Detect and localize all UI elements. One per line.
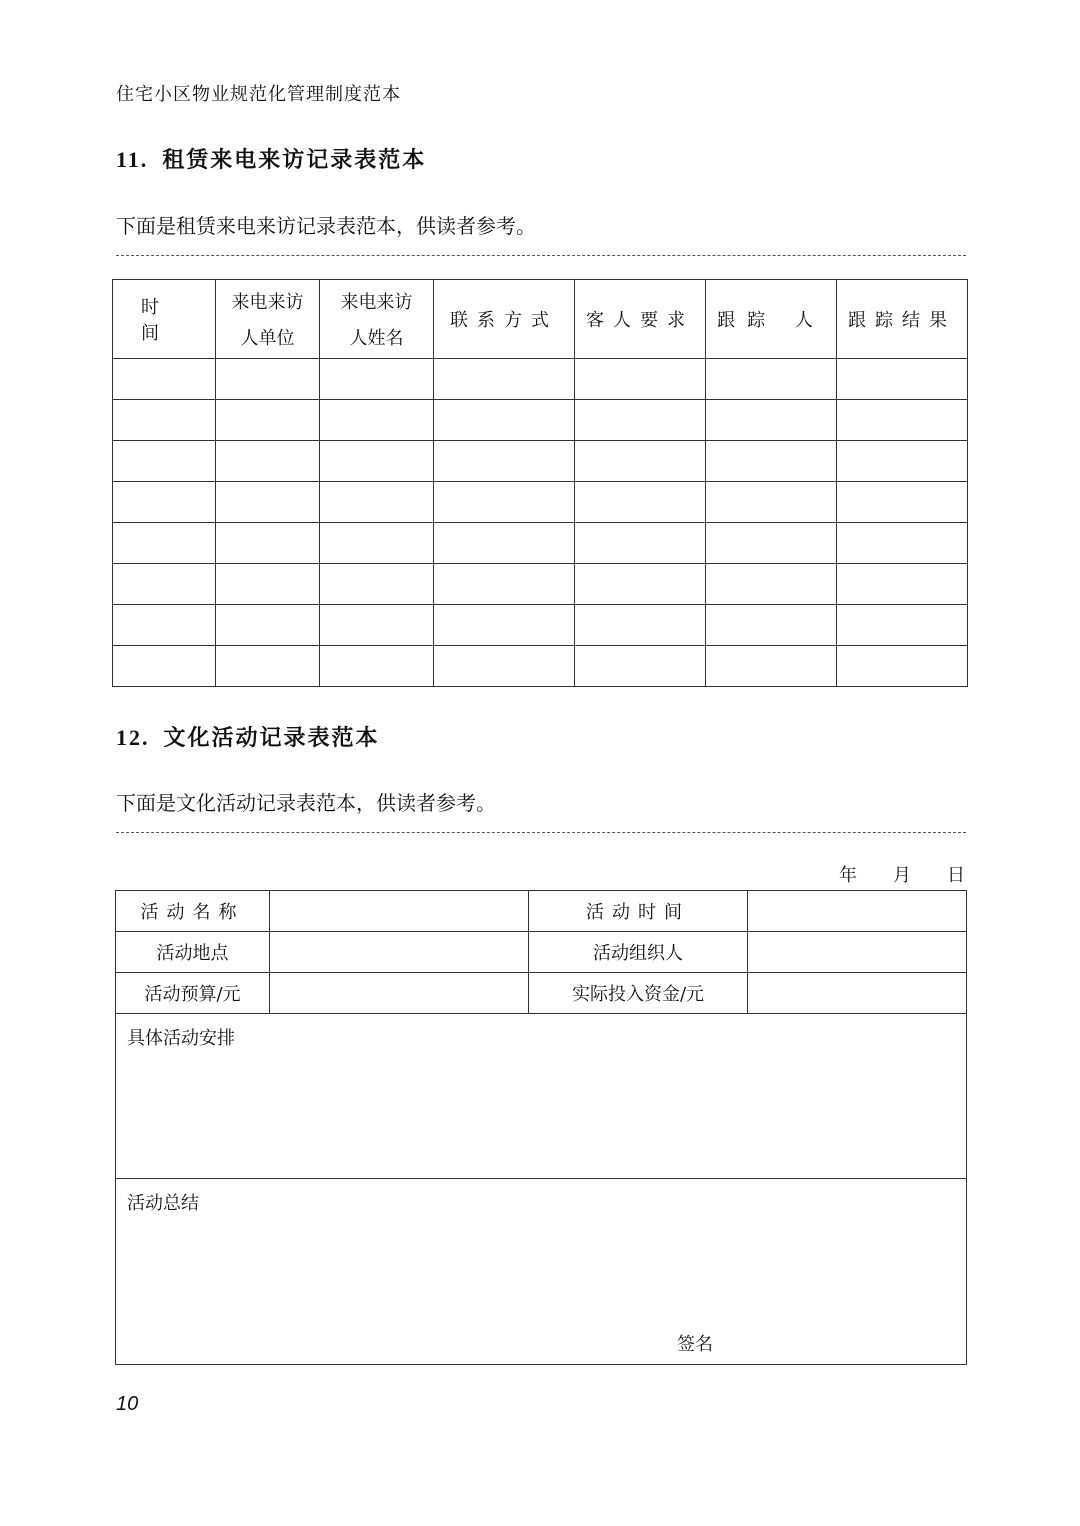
- table-cell: [575, 605, 706, 646]
- table-cell: [216, 605, 320, 646]
- table-cell: [113, 564, 216, 605]
- month-label: 月: [893, 865, 911, 886]
- table-cell: [837, 564, 968, 605]
- rental-call-visit-table: [112, 279, 968, 687]
- table-cell: [434, 564, 575, 605]
- table-cell: [113, 359, 216, 400]
- arrangement-label: 具体活动安排: [127, 1028, 235, 1049]
- header-caller-name: 来电来访 人姓名: [320, 280, 434, 359]
- section-12-title: [116, 721, 380, 752]
- table-cell: [113, 523, 216, 564]
- dashed-divider: [116, 832, 966, 833]
- table-cell: [113, 646, 216, 687]
- table-cell: [216, 441, 320, 482]
- arrangement-cell: [116, 1014, 967, 1179]
- table-row: [113, 646, 968, 687]
- activity-budget-label: 活动预算/元: [116, 973, 270, 1014]
- table-row: [113, 359, 968, 400]
- table-cell: [837, 400, 968, 441]
- running-header: 住宅小区物业规范化管理制度范本: [116, 84, 401, 105]
- table-cell: [320, 523, 434, 564]
- table-cell: [320, 359, 434, 400]
- section-11-intro: 下面是租赁来电来访记录表范本，供读者参考。: [116, 214, 536, 238]
- date-line: [803, 861, 965, 887]
- activity-time-value: [748, 891, 967, 932]
- activity-organizer-label: 活动组织人: [529, 932, 748, 973]
- header-caller-unit: 来电来访 人单位: [216, 280, 320, 359]
- table-cell: [837, 441, 968, 482]
- table-cell: [837, 646, 968, 687]
- cultural-activity-table: [115, 890, 967, 1365]
- table-cell: [113, 605, 216, 646]
- table-row: [113, 564, 968, 605]
- summary-cell: [116, 1179, 967, 1365]
- table-cell: [434, 523, 575, 564]
- header-guest-request: 客人要求: [575, 280, 706, 359]
- table-cell: [706, 482, 837, 523]
- summary-label: 活动总结: [127, 1193, 199, 1214]
- table-cell: [575, 359, 706, 400]
- table-cell: [575, 400, 706, 441]
- table-cell: [216, 482, 320, 523]
- table-row: [116, 932, 967, 973]
- table-row: [113, 400, 968, 441]
- table-row: [113, 482, 968, 523]
- table-row: [113, 523, 968, 564]
- table-header-row: [113, 280, 968, 359]
- table-cell: [575, 441, 706, 482]
- table-row: [116, 1179, 967, 1365]
- table-cell: [706, 605, 837, 646]
- table-cell: [216, 400, 320, 441]
- table-cell: [216, 359, 320, 400]
- table-row: [113, 605, 968, 646]
- header-follower: 跟踪 人: [706, 280, 837, 359]
- table-cell: [320, 564, 434, 605]
- table-row: [113, 441, 968, 482]
- year-label: 年: [839, 865, 857, 886]
- table-cell: [320, 482, 434, 523]
- table-cell: [837, 482, 968, 523]
- activity-budget-value: [270, 973, 529, 1014]
- table-cell: [320, 441, 434, 482]
- activity-location-value: [270, 932, 529, 973]
- table-cell: [320, 400, 434, 441]
- table-row: [116, 1014, 967, 1179]
- table-cell: [216, 646, 320, 687]
- table-cell: [837, 605, 968, 646]
- table-cell: [434, 359, 575, 400]
- section-12-number: 12.: [116, 725, 150, 750]
- table-cell: [113, 441, 216, 482]
- table-cell: [575, 646, 706, 687]
- activity-name-label: 活动名称: [116, 891, 270, 932]
- activity-name-value: [270, 891, 529, 932]
- table-row: [116, 891, 967, 932]
- table-cell: [706, 523, 837, 564]
- header-contact: 联系方式: [434, 280, 575, 359]
- table-cell: [320, 605, 434, 646]
- section-11-number: 11.: [116, 147, 149, 172]
- table-cell: [575, 564, 706, 605]
- table-cell: [216, 564, 320, 605]
- table-cell: [706, 400, 837, 441]
- activity-location-label: 活动地点: [116, 932, 270, 973]
- section-12-intro: 下面是文化活动记录表范本，供读者参考。: [116, 791, 496, 815]
- table-cell: [706, 359, 837, 400]
- actual-funds-value: [748, 973, 967, 1014]
- table-row: [116, 973, 967, 1014]
- header-time: 时 间: [113, 280, 216, 359]
- table-cell: [837, 359, 968, 400]
- table-cell: [575, 523, 706, 564]
- table-cell: [434, 646, 575, 687]
- table-cell: [113, 400, 216, 441]
- table-cell: [434, 605, 575, 646]
- table-cell: [320, 646, 434, 687]
- table-cell: [434, 482, 575, 523]
- table-cell: [837, 523, 968, 564]
- table-cell: [434, 400, 575, 441]
- activity-time-label: 活动时间: [529, 891, 748, 932]
- table-cell: [706, 441, 837, 482]
- table-cell: [434, 441, 575, 482]
- activity-organizer-value: [748, 932, 967, 973]
- section-11-title-text: 租赁来电来访记录表范本: [162, 147, 427, 173]
- page-number: 10: [116, 1393, 139, 1415]
- table-cell: [706, 646, 837, 687]
- table-cell: [575, 482, 706, 523]
- section-12-title-text: 文化活动记录表范本: [163, 725, 380, 751]
- day-label: 日: [947, 865, 965, 886]
- table-cell: [216, 523, 320, 564]
- section-11-title: [116, 143, 426, 174]
- signature-label: 签名: [677, 1334, 713, 1355]
- header-follow-result: 跟踪结果: [837, 280, 968, 359]
- table-cell: [706, 564, 837, 605]
- dashed-divider: [116, 255, 966, 256]
- actual-funds-label: 实际投入资金/元: [529, 973, 748, 1014]
- table-cell: [113, 482, 216, 523]
